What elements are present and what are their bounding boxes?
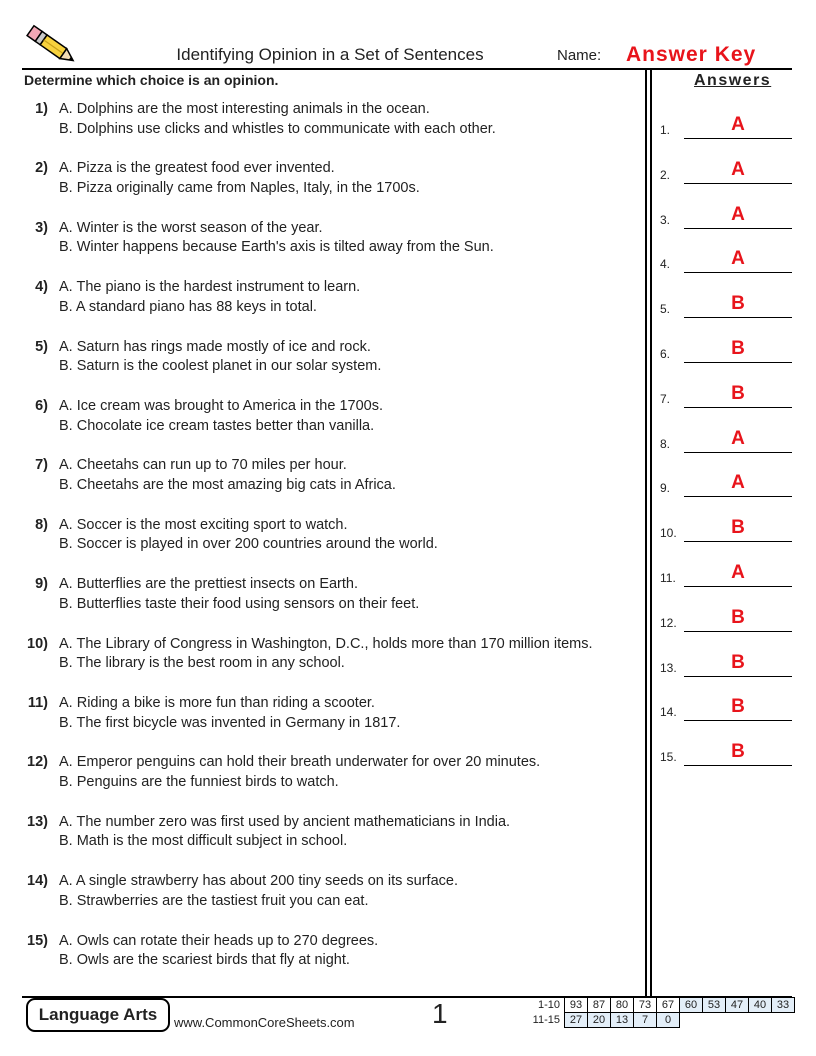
choice-b: B. The library is the best room in any school.	[59, 655, 345, 672]
score-cell: 47	[726, 998, 749, 1013]
answer-number: 15.	[660, 750, 677, 765]
score-cell: 67	[657, 998, 680, 1013]
score-cell: 27	[565, 1013, 588, 1028]
answer-blank	[684, 541, 792, 542]
answer-item	[660, 427, 792, 453]
answer-blank	[684, 183, 792, 184]
choice-a: A. Soccer is the most exciting sport to watch.	[59, 516, 348, 533]
question-number: 14)	[27, 873, 48, 890]
answer-item	[660, 695, 792, 721]
score-cell: 20	[588, 1013, 611, 1028]
answers-heading: Answers	[694, 72, 772, 89]
website-link[interactable]: www.CommonCoreSheets.com	[174, 1015, 355, 1030]
choice-a: A. The number zero was first used by ancient mathematicians in India.	[59, 813, 511, 830]
choice-b: B. Winter happens because Earth's axis is tilted away from the Sun.	[59, 239, 494, 256]
score-range-label: 11-15	[532, 1014, 560, 1026]
answer-value: B	[731, 741, 745, 763]
answer-item	[660, 113, 792, 139]
choice-b: B. Math is the most difficult subject in school.	[59, 833, 348, 850]
answer-blank	[684, 272, 792, 273]
answer-item	[660, 516, 792, 542]
answer-number: 3.	[660, 212, 671, 227]
subject-badge: Language Arts	[26, 998, 170, 1032]
answer-value: B	[731, 606, 745, 628]
answer-blank	[684, 765, 792, 766]
question-number: 4)	[35, 279, 48, 296]
question-number: 13)	[27, 813, 48, 830]
header-divider	[22, 68, 792, 70]
worksheet-title: Identifying Opinion in a Set of Sentences	[176, 45, 484, 64]
question-number: 15)	[27, 932, 48, 949]
answer-number: 5.	[660, 302, 671, 317]
choice-a: A. Dolphins are the most interesting animals in the ocean.	[59, 101, 430, 117]
answer-item	[660, 740, 792, 766]
answer-value: A	[731, 248, 745, 270]
score-cell: 80	[611, 998, 634, 1013]
answer-item	[660, 606, 792, 632]
choice-a: A. Pizza is the greatest food ever invented.	[59, 160, 335, 177]
question-number: 11)	[27, 695, 48, 711]
question-number: 10)	[27, 635, 48, 652]
choice-b: B. Soccer is played in over 200 countries around the world.	[59, 536, 438, 553]
answer-item	[660, 158, 792, 184]
pencil-icon	[20, 22, 82, 68]
answer-number: 2.	[660, 167, 671, 182]
answer-number: 6.	[660, 347, 671, 361]
answer-number: 1.	[660, 123, 671, 137]
answer-value: B	[731, 696, 745, 718]
choice-a: A. Emperor penguins can hold their breath underwater for over 20 minutes.	[59, 754, 541, 771]
choice-b: B. Saturn is the coolest planet in our solar system.	[59, 358, 382, 375]
answer-blank	[684, 138, 792, 139]
score-cell: 40	[749, 998, 772, 1013]
answer-blank	[684, 228, 792, 229]
score-cell: 13	[611, 1013, 634, 1028]
answer-blank	[684, 452, 792, 453]
name-label: Name:	[557, 47, 602, 64]
answer-item	[660, 292, 792, 318]
score-cell: 73	[634, 998, 657, 1013]
answer-value: A	[731, 472, 745, 494]
answer-item	[660, 247, 792, 273]
page-number: 1	[432, 998, 448, 1029]
choice-b: B. Pizza originally came from Naples, Italy, in the 1700s.	[59, 179, 420, 196]
answer-number: 12.	[660, 615, 677, 630]
answer-number: 4.	[660, 257, 671, 272]
answer-value: A	[731, 203, 745, 225]
answer-value: A	[731, 427, 745, 449]
choice-b: B. The first bicycle was invented in Germany in 1817.	[59, 714, 401, 731]
choice-b: B. Strawberries are the tastiest fruit you can eat.	[59, 892, 369, 909]
choice-a: A. The Library of Congress in Washington, D.C., holds more than 170 million items.	[59, 635, 593, 652]
choice-a: A. Cheetahs can run up to 70 miles per hour.	[59, 457, 347, 474]
choice-b: B. Chocolate ice cream tastes better than vanilla.	[59, 417, 375, 434]
score-cell: 60	[680, 998, 703, 1013]
choice-b: B. Penguins are the funniest birds to watch.	[59, 773, 339, 790]
question-number: 12)	[27, 754, 48, 771]
choice-a: A. Owls can rotate their heads up to 270 degrees.	[59, 932, 379, 949]
answer-value: B	[731, 338, 745, 359]
answer-blank	[684, 720, 792, 721]
question-number: 8)	[35, 516, 48, 533]
answer-blank	[684, 586, 792, 587]
answer-value: A	[731, 562, 745, 583]
answer-item	[660, 471, 792, 497]
answer-number: 14.	[660, 705, 677, 720]
answer-value: A	[731, 114, 745, 135]
answer-blank	[684, 496, 792, 497]
score-cell: 93	[565, 998, 588, 1013]
choice-a: A. Winter is the worst season of the year.	[59, 219, 323, 236]
answer-blank	[684, 362, 792, 363]
choice-a: A. Ice cream was brought to America in the 1700s.	[59, 398, 383, 414]
answer-value: B	[731, 293, 745, 315]
score-cell: 87	[588, 998, 611, 1013]
choice-b: B. Butterflies taste their food using sensors on their feet.	[59, 595, 420, 612]
question-number: 9)	[35, 576, 48, 593]
answer-item	[660, 382, 792, 408]
answer-item	[660, 651, 792, 677]
question-number: 6)	[35, 398, 48, 414]
score-range-label: 1-10	[537, 999, 560, 1011]
choice-a: A. Butterflies are the prettiest insects on Earth.	[59, 576, 359, 593]
choice-b: B. A standard piano has 88 keys in total.	[59, 298, 317, 315]
column-divider	[645, 70, 647, 996]
answer-item	[660, 561, 792, 587]
choice-a: A. Saturn has rings made mostly of ice and rock.	[59, 338, 371, 355]
score-cell: 33	[772, 998, 795, 1013]
question-number: 5)	[35, 338, 48, 355]
choice-a: A. The piano is the hardest instrument to learn.	[59, 279, 361, 296]
score-cell: 7	[634, 1013, 657, 1028]
answer-item	[660, 337, 792, 363]
score-cell: 53	[703, 998, 726, 1013]
choice-b: B. Owls are the scariest birds that fly at night.	[59, 952, 350, 969]
question-number: 1)	[35, 101, 48, 117]
answer-number: 7.	[660, 391, 671, 406]
answer-value: B	[731, 517, 745, 539]
answer-number: 11.	[660, 571, 676, 585]
question-number: 7)	[35, 457, 48, 474]
column-divider	[650, 70, 652, 996]
answer-number: 10.	[660, 526, 677, 541]
score-cell: 0	[657, 1013, 680, 1028]
question-number: 2)	[35, 160, 48, 177]
answer-value: B	[731, 651, 745, 673]
answer-blank	[684, 317, 792, 318]
question-number: 3)	[35, 219, 48, 236]
answer-blank	[684, 631, 792, 632]
instructions: Determine which choice is an opinion.	[24, 72, 279, 88]
answer-number: 9.	[660, 481, 671, 496]
choice-b: B. Cheetahs are the most amazing big cats in Africa.	[59, 476, 396, 493]
answer-key-label: Answer Key	[626, 43, 757, 66]
answer-number: 8.	[660, 436, 671, 451]
answer-blank	[684, 676, 792, 677]
answer-blank	[684, 407, 792, 408]
choice-b: B. Dolphins use clicks and whistles to communicate with each other.	[59, 120, 496, 137]
answer-number: 13.	[660, 660, 677, 675]
answer-item	[660, 203, 792, 229]
answer-value: B	[731, 382, 745, 404]
choice-a: A. Riding a bike is more fun than riding a scooter.	[59, 695, 375, 711]
choice-a: A. A single strawberry has about 200 tiny seeds on its surface.	[59, 873, 458, 890]
score-row	[528, 998, 795, 1013]
score-row	[528, 1013, 795, 1028]
score-table	[528, 997, 795, 1028]
answer-value: A	[731, 158, 745, 180]
